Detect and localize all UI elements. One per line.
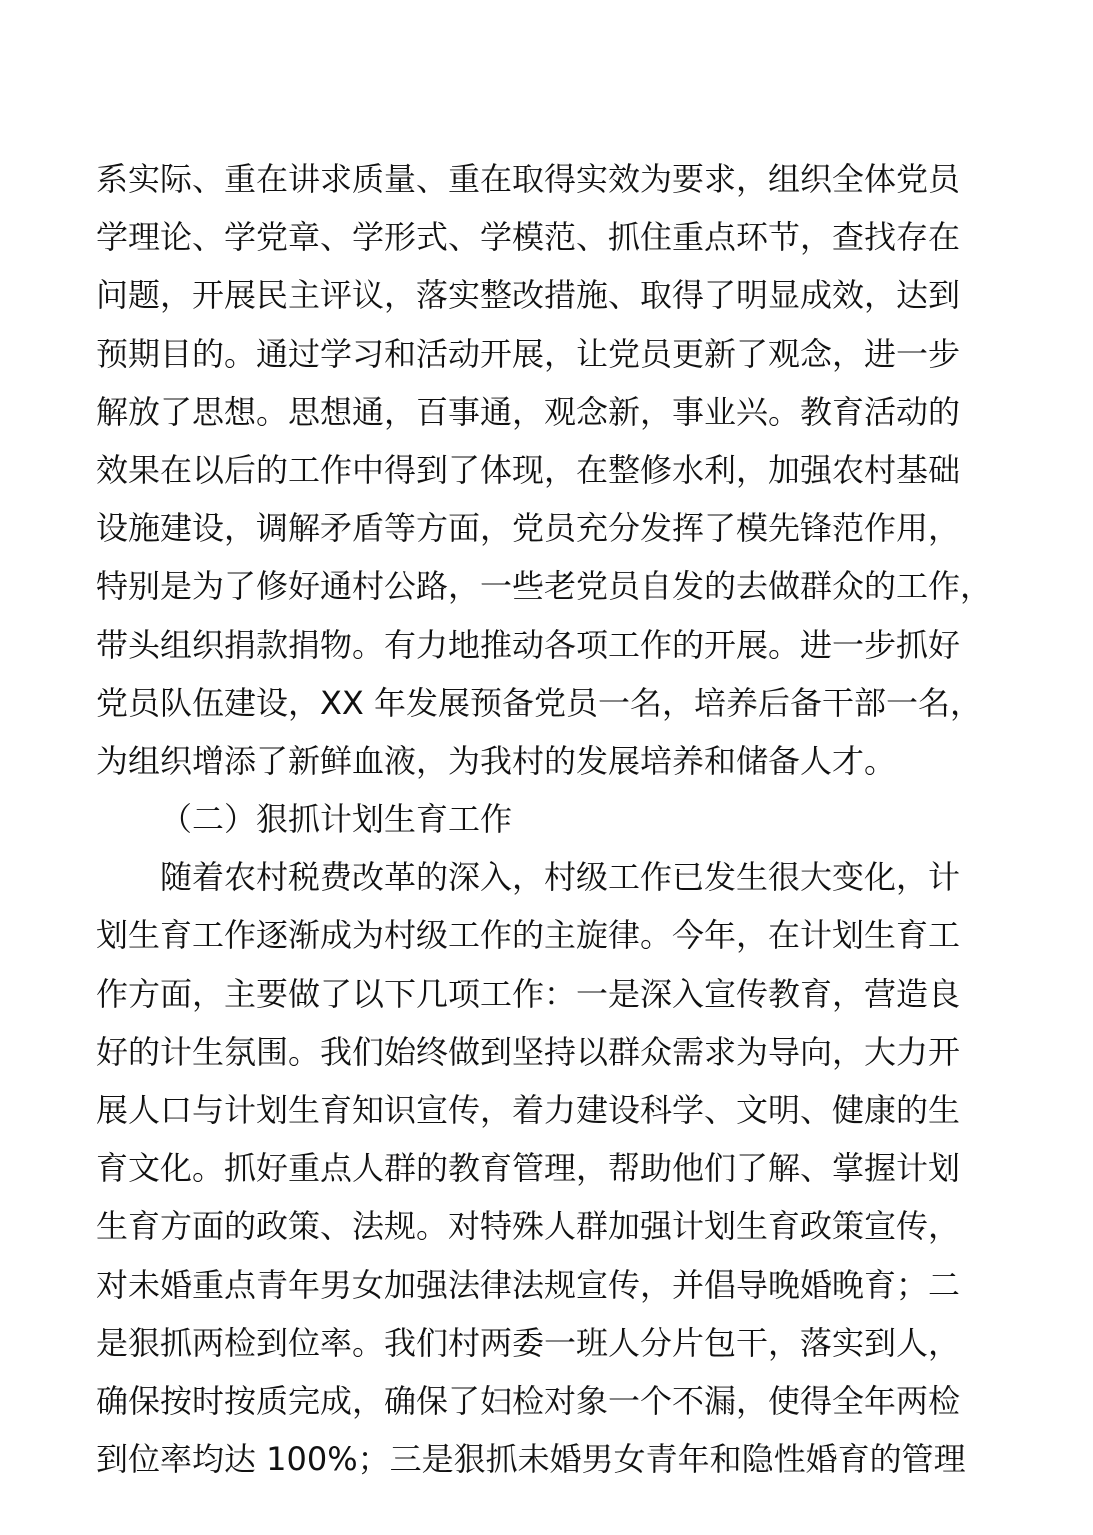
- paragraph-line: 是狠抓两检到位率。我们村两委一班人分片包干，落实到人，: [96, 1323, 961, 1362]
- paragraph-line: 解放了思想。思想通，百事通，观念新，事业兴。教育活动的: [96, 392, 961, 431]
- paragraph-line: 展人口与计划生育知识宣传，着力建设科学、文明、健康的生: [96, 1091, 961, 1129]
- paragraph-line: 划生育工作逐渐成为村级工作的主旋律。今年，在计划生育工: [96, 916, 961, 955]
- document-body: [96, 150, 1036, 1488]
- paragraph-line: 作方面，主要做了以下几项工作：一是深入宣传教育，营造良: [96, 974, 961, 1013]
- paragraph-line: 设施建设，调解矛盾等方面，党员充分发挥了模先锋范作用，: [96, 509, 961, 548]
- paragraph-line: 到位率均达 100%；三是狠抓未婚男女青年和隐性婚育的管理: [96, 1440, 966, 1479]
- paragraph-line: 好的计生氛围。我们始终做到坚持以群众需求为导向，大力开: [96, 1032, 961, 1071]
- paragraph-line: 带头组织捐款捐物。有力地推动各项工作的开展。进一步抓好: [96, 625, 961, 664]
- section-heading: （二）狠抓计划生育工作: [160, 800, 513, 839]
- paragraph-line: 党员队伍建设，XX 年发展预备党员一名，培养后备干部一名，: [96, 683, 983, 722]
- paragraph-line: 特别是为了修好通村公路，一些老党员自发的去做群众的工作，: [96, 567, 993, 606]
- paragraph-line: 问题，开展民主评议，落实整改措施、取得了明显成效，达到: [96, 276, 961, 315]
- paragraph-line: 育文化。抓好重点人群的教育管理，帮助他们了解、掌握计划: [96, 1149, 961, 1188]
- paragraph-line: 对未婚重点青年男女加强法律法规宣传，并倡导晚婚晚育；二: [96, 1265, 961, 1304]
- paragraph-line: 预期目的。通过学习和活动开展，让党员更新了观念，进一步: [96, 334, 961, 373]
- paragraph-line: 系实际、重在讲求质量、重在取得实效为要求，组织全体党员: [96, 160, 961, 198]
- paragraph-line: 为组织增添了新鲜血液，为我村的发展培养和储备人才。: [96, 741, 897, 780]
- paragraph-line: 学理论、学党章、学形式、学模范、抓住重点环节，查找存在: [96, 218, 961, 257]
- paragraph-line: 生育方面的政策、法规。对特殊人群加强计划生育政策宣传，: [96, 1207, 961, 1246]
- paragraph-line: 确保按时按质完成，确保了妇检对象一个不漏，使得全年两检: [96, 1381, 961, 1420]
- paragraph-line: 随着农村税费改革的深入，村级工作已发生很大变化，计: [160, 858, 961, 897]
- paragraph-line: 效果在以后的工作中得到了体现，在整修水利，加强农村基础: [96, 450, 961, 489]
